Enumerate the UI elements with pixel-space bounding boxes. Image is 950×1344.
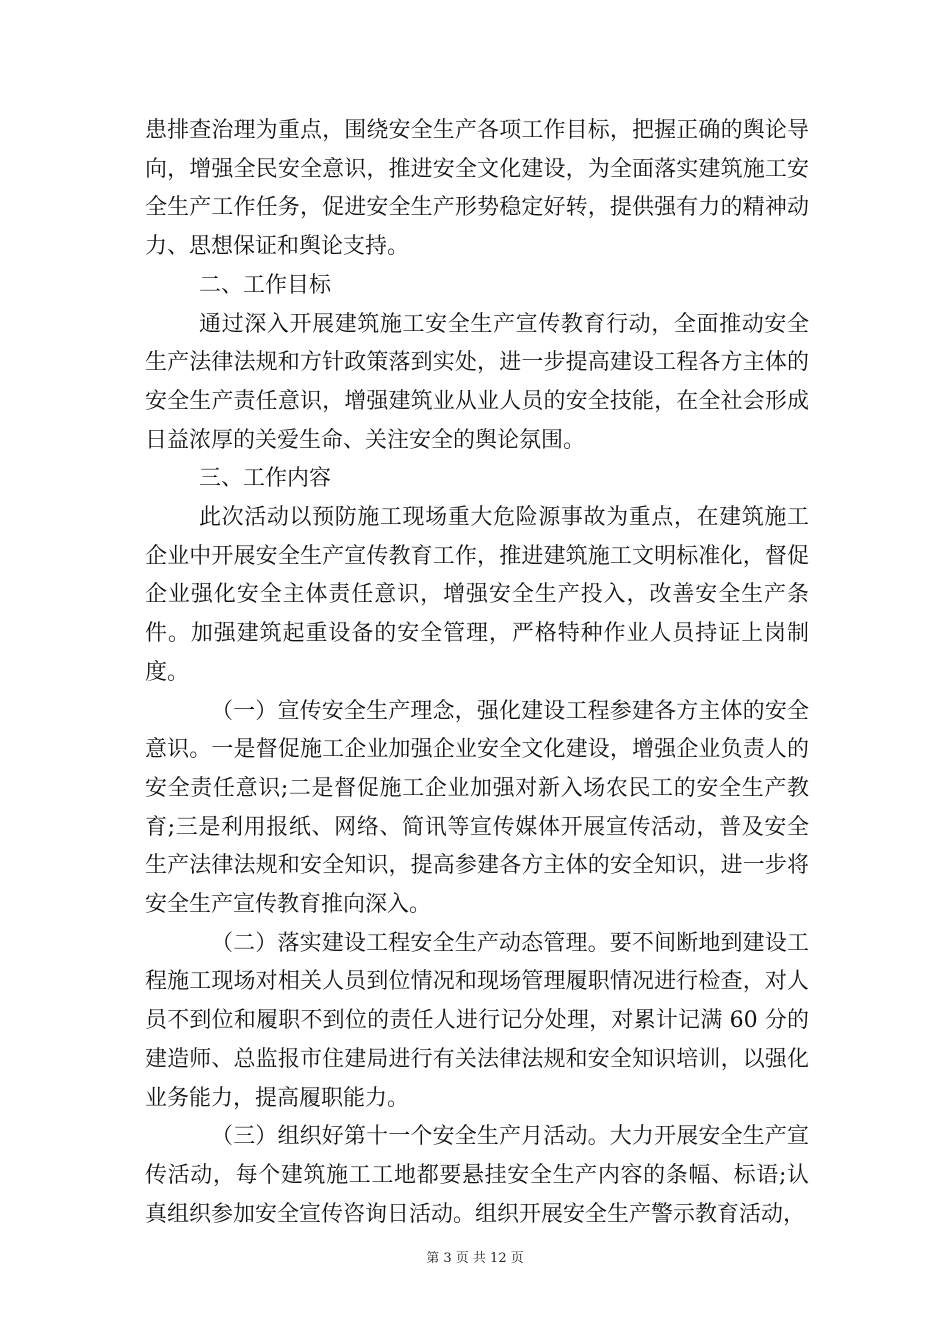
paragraph-item-1: （一）宣传安全生产理念，强化建设工程参建各方主体的安全意识。一是督促施工企业加强企业安全文化建设，增强企业负责人的安全责任意识;二是督促施工企业加强对新入场农民工的安全生产教育;三是利用报纸、网络、简讯等宣传媒体开展宣传活动，普及安全生产法律法规和安全知识，提高参建各方主体的安全知识，进一步将安全生产宣传教育推向深入。 <box>145 698 809 918</box>
section-heading-goals: 二、工作目标 <box>199 272 332 298</box>
paragraph-intro-continuation: 患排查治理为重点，围绕安全生产各项工作目标，把握正确的舆论导向，增强全民安全意识，推进安全文化建设，为全面落实建筑施工安全生产工作任务，促进安全生产形势稳定好转，提供强有力的精神动力、思想保证和舆论支持。 <box>145 118 809 260</box>
page-number-footer: 第 3 页 共 12 页 <box>426 1251 524 1266</box>
paragraph-item-2: （二）落实建设工程安全生产动态管理。要不间断地到建设工程施工现场对相关人员到位情况和现场管理履职情况进行检查，对人员不到位和履职不到位的责任人进行记分处理，对累计记满 60 分的建造师、总监报市住建局进行有关法律法规和安全知识培训，以强化业务能力，提高履职能力。 <box>145 930 809 1111</box>
section-heading-content: 三、工作内容 <box>199 466 332 492</box>
paragraph-goals: 通过深入开展建筑施工安全生产宣传教育行动，全面推动安全生产法律法规和方针政策落到实处，进一步提高建设工程各方主体的安全生产责任意识，增强建筑业从业人员的安全技能，在全社会形成日益浓厚的关爱生命、关注安全的舆论氛围。 <box>145 311 809 453</box>
paragraph-content-overview: 此次活动以预防施工现场重大危险源事故为重点，在建筑施工企业中开展安全生产宣传教育工作，推进建筑施工文明标准化，督促企业强化安全主体责任意识，增强安全生产投入，改善安全生产条件。加强建筑起重设备的安全管理，严格特种作业人员持证上岗制度。 <box>145 505 809 685</box>
paragraph-item-3: （三）组织好第十一个安全生产月活动。大力开展安全生产宣传活动，每个建筑施工工地都要悬挂安全生产内容的条幅、标语;认真组织参加安全宣传咨询日活动。组织开展安全生产警示教育活动， <box>145 1124 809 1227</box>
document-body <box>145 112 809 1234</box>
